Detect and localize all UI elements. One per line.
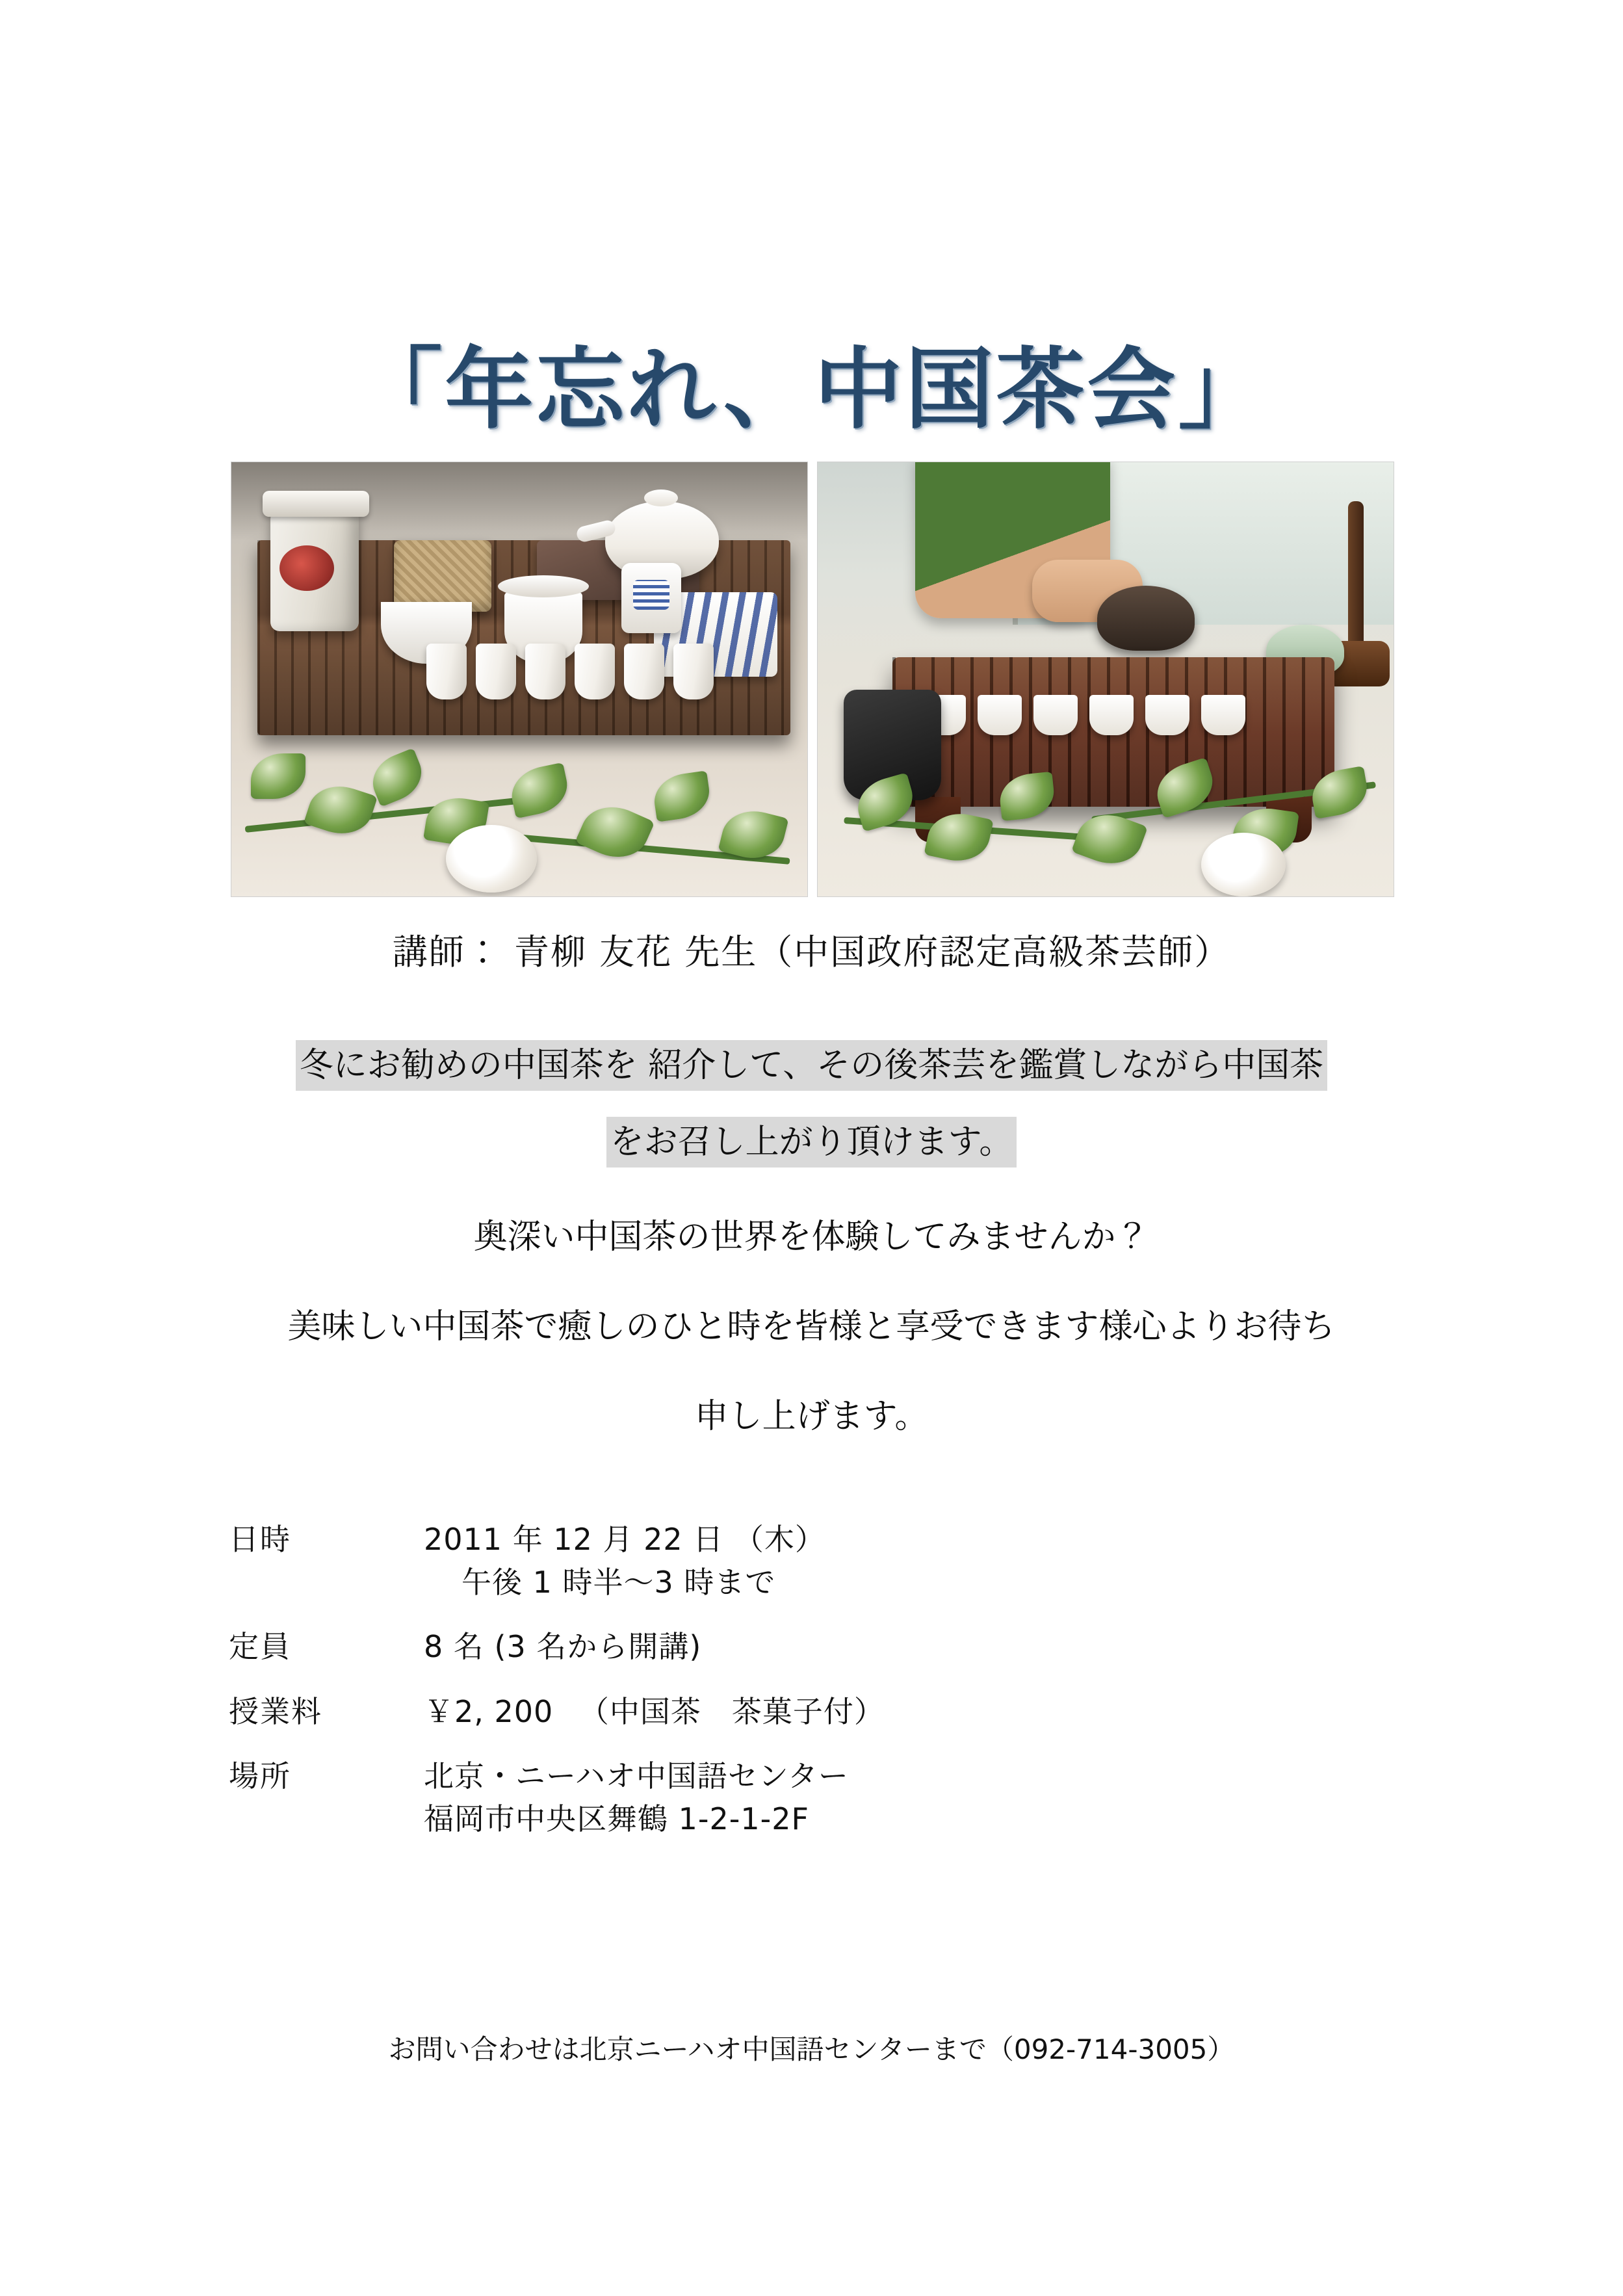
tasting-cup [476, 644, 516, 699]
detail-value-fee: ￥2, 200 （中国茶 茶菓子付） [424, 1693, 885, 1729]
body-line-1: 奥深い中国茶の世界を体験してみませんか？ [473, 1218, 1150, 1257]
tea-cups-row [922, 677, 1299, 735]
tasting-cup [624, 644, 664, 699]
detail-venue-main: 北京・ニーハオ中国語センター [424, 1758, 849, 1794]
detail-value-venue [424, 1758, 849, 1838]
tea-set-photo [231, 462, 808, 897]
dark-clay-teapot [1097, 586, 1195, 651]
tasting-cup [426, 644, 467, 699]
detail-row-datetime [229, 1521, 1464, 1601]
electric-kettle [844, 690, 941, 800]
tea-caddy-lid [263, 491, 369, 517]
contact-line: お問い合わせは北京ニーハオ中国語センターまで（092-714-3005） [388, 2033, 1235, 2065]
tea-pouring-photo [817, 462, 1394, 897]
tea-cup [1201, 695, 1245, 735]
body-line-3: 申し上げます。 [694, 1397, 929, 1436]
tea-cup [978, 695, 1022, 735]
detail-label-fee: 授業料 [229, 1693, 322, 1729]
highlight-line-2-wrap [0, 1117, 1623, 1168]
detail-datetime-sub: 午後 1 時半～3 時まで [461, 1564, 776, 1600]
detail-value-datetime [424, 1521, 825, 1601]
highlight-line-1-wrap [0, 1040, 1623, 1091]
lecturer-line: 講師： 青柳 友花 先生（中国政府認定高級茶芸師） [392, 932, 1231, 972]
tasting-cups-group [426, 634, 732, 699]
highlight-line-2: をお召し上がり頂けます。 [606, 1117, 1017, 1168]
porcelain-figure [621, 563, 681, 633]
photo-row [231, 462, 1394, 897]
tea-cup [1033, 695, 1078, 735]
tasting-cup [525, 644, 565, 699]
event-details [229, 1521, 1464, 1865]
detail-datetime-main: 2011 年 12 月 22 日 （木） [424, 1522, 825, 1557]
tea-cup [1089, 695, 1134, 735]
detail-label-venue: 場所 [229, 1758, 291, 1794]
body-line-2: 美味しい中国茶で癒しのひと時を皆様と享受できます様心よりお待ち [287, 1307, 1336, 1346]
detail-row-capacity [229, 1628, 1464, 1666]
detail-value-capacity: 8 名 (3 名から開講) [424, 1629, 702, 1664]
detail-venue-address: 福岡市中央区舞鶴 1-2-1-2F [424, 1801, 809, 1836]
table-legs [915, 797, 1312, 842]
detail-label-capacity: 定員 [229, 1629, 291, 1664]
detail-row-fee [229, 1693, 1464, 1731]
tea-cup [1145, 695, 1189, 735]
highlight-line-1: 冬にお勧めの中国茶を 紹介して、その後茶芸を鑑賞しながら中国茶 [296, 1040, 1328, 1091]
page-title: 「年忘れ、中国茶会」 [354, 339, 1269, 442]
tasting-cup [673, 644, 714, 699]
detail-label-datetime: 日時 [229, 1522, 291, 1557]
detail-row-venue [229, 1758, 1464, 1838]
table-leg [1266, 797, 1312, 842]
bamboo-basket [394, 540, 491, 612]
table-leg [915, 797, 961, 842]
tea-caddy-jar [270, 508, 359, 631]
tasting-cup [575, 644, 615, 699]
